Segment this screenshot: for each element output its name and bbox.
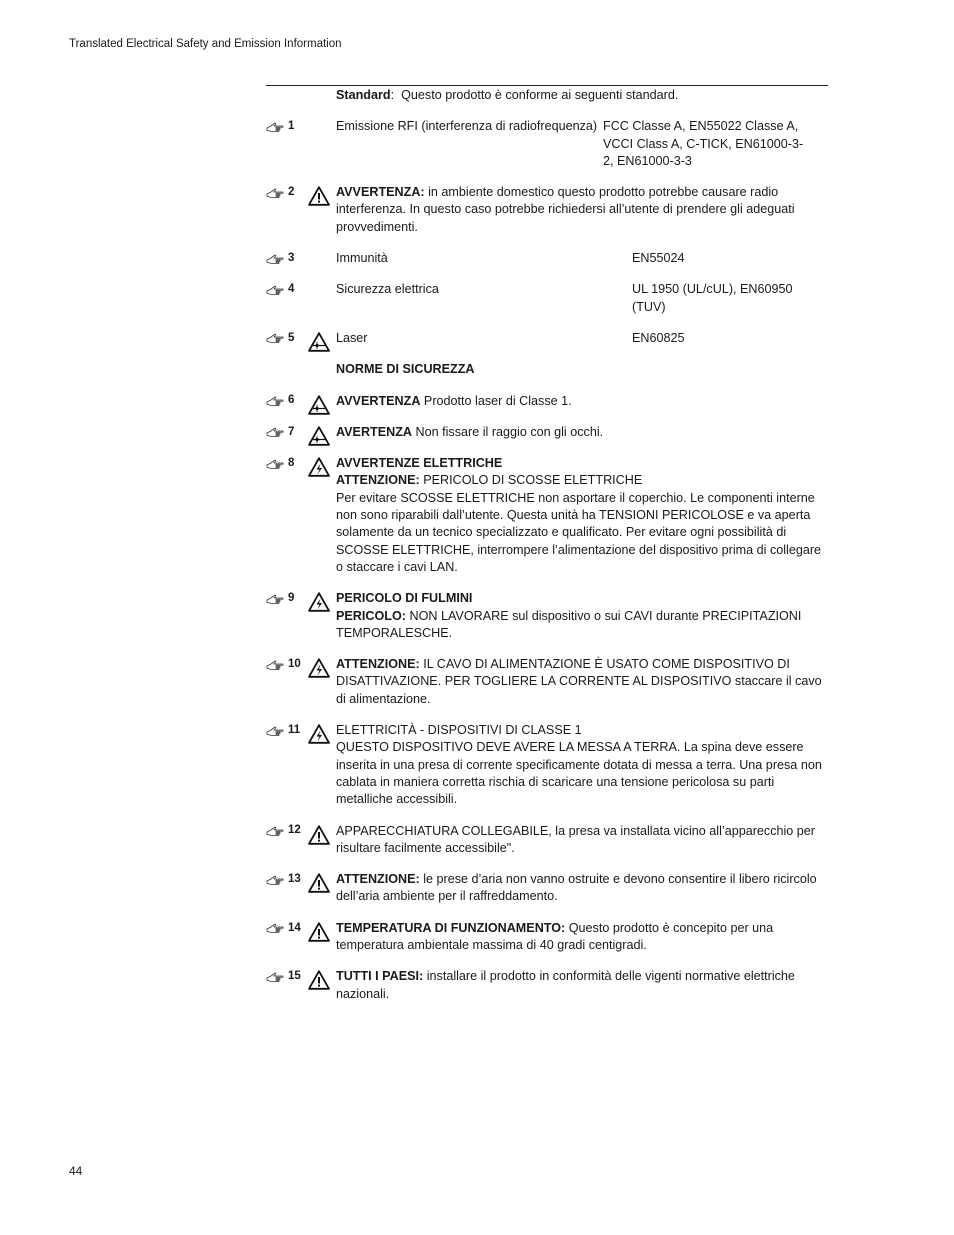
standard-value: EN60825 <box>632 330 685 345</box>
electric-shock-warning-icon <box>308 592 330 612</box>
list-item-4: 4 Sicurezza elettrica UL 1950 (UL/cUL), EN60950 (TUV) <box>266 281 828 316</box>
list-item-13: 13 ATTENZIONE: le prese d’aria non vanno ostruite e devono consentire il libero ricircolo dell’aria ambiente per il raffreddamento. <box>266 871 828 906</box>
laser-warning-icon <box>308 395 330 415</box>
standard-value: FCC Classe A, EN55022 Classe A, VCCI Class A, C-TICK, EN61000-3- 2, EN61000-3-3 <box>603 119 804 168</box>
pointing-hand-icon <box>266 333 285 343</box>
list-item-9: 9 PERICOLO DI FULMINI PERICOLO: NON LAVORARE sul dispositivo o sui CAVI durante PRECIPITAZIONI TEMPORALESCHE. <box>266 590 828 642</box>
list-item-14: 14 TEMPERATURA DI FUNZIONAMENTO: Questo prodotto è concepito per una temperatura ambientale massima di 40 gradi centigradi. <box>266 920 828 955</box>
warning-triangle-icon <box>308 970 330 990</box>
warning-triangle-icon <box>308 186 330 206</box>
list-item-2: 2 AVVERTENZA: in ambiente domestico questo prodotto potrebbe causare radio interferenza. In questo caso potrebbe richiedersi all’utente di prendere gli adeguati provvedimenti. <box>266 184 828 236</box>
standard-value: UL 1950 (UL/cUL), EN60950 (TUV) <box>632 282 793 314</box>
list-item-1: 1 Emissione RFI (interferenza di radiofrequenza) FCC Classe A, EN55022 Classe A, VCCI Class A, C-TICK, EN61000-3- 2, EN61000-3-3 <box>266 118 828 170</box>
standard-name: Sicurezza elettrica <box>336 282 439 297</box>
pointing-hand-icon <box>266 188 285 198</box>
pointing-hand-icon <box>266 122 285 132</box>
list-item-5: 5 Laser EN60825 <box>266 330 828 347</box>
pointing-hand-icon <box>266 427 285 437</box>
pointing-hand-icon <box>266 459 285 469</box>
standards-intro: Standard: Questo prodotto è conforme ai seguenti standard. <box>336 88 679 102</box>
standard-name: Emissione RFI (interferenza di radiofrequenza) <box>336 119 598 134</box>
pointing-hand-icon <box>266 923 285 933</box>
standards-intro-text: Questo prodotto è conforme ai seguenti standard. <box>401 88 679 102</box>
list-item-12: 12 APPARECCHIATURA COLLEGABILE, la presa va installata vicino all’apparecchio per risultare facilmente accessibile". <box>266 823 828 858</box>
document-body <box>266 87 828 1003</box>
top-rule <box>266 85 828 86</box>
page-number: 44 <box>69 1164 83 1178</box>
list-item-11: 11 ELETTRICITÀ - DISPOSITIVI DI CLASSE 1 QUESTO DISPOSITIVO DEVE AVERE LA MESSA A TERRA. La spina deve essere inserita in una presa di corrente specificamente dotata di messa a terra. Una presa non cablata in maniera corretta rischia di scaricare una tensione pericolosa su parti metalliche accessibili. <box>266 722 828 808</box>
pointing-hand-icon <box>266 285 285 295</box>
pointing-hand-icon <box>266 594 285 604</box>
pointing-hand-icon <box>266 254 285 264</box>
warning-triangle-icon <box>308 873 330 893</box>
pointing-hand-icon <box>266 396 285 406</box>
pointing-hand-icon <box>266 660 285 670</box>
electric-shock-warning-icon <box>308 724 330 744</box>
warning-triangle-icon <box>308 825 330 845</box>
pointing-hand-icon <box>266 972 285 982</box>
list-item-7: 7 AVERTENZA Non fissare il raggio con gli occhi. <box>266 424 828 441</box>
list-item-6: 6 AVVERTENZA Prodotto laser di Classe 1. <box>266 393 828 410</box>
running-header: Translated Electrical Safety and Emission Information <box>69 38 342 50</box>
pointing-hand-icon <box>266 826 285 836</box>
list-item-8: 8 AVVERTENZE ELETTRICHE ATTENZIONE: PERICOLO DI SCOSSE ELETTRICHE Per evitare SCOSSE ELETTRICHE non asportare il coperchio. Le componenti interne non sono riparabili dall’utente. Questa unità ha TENSIONI PERICOLOSE e va aperta solamente da un tecnico specializzato e qualificato. Per evitare ogni possibilità di SCOSSE ELETTRICHE, interrompere l’alimentazione del dispositivo prima di collegare o staccare i cavi LAN. <box>266 455 828 576</box>
standard-name: Laser <box>336 330 368 345</box>
safety-heading: NORME DI SICUREZZA <box>336 362 475 377</box>
standards-label: Standard <box>336 88 391 102</box>
laser-warning-icon <box>308 332 330 352</box>
laser-warning-icon <box>308 426 330 446</box>
warning-triangle-icon <box>308 922 330 942</box>
electric-shock-warning-icon <box>308 658 330 678</box>
list-item-10: 10 ATTENZIONE: IL CAVO DI ALIMENTAZIONE È USATO COME DISPOSITIVO DI DISATTIVAZIONE. PER TOGLIERE LA CORRENTE AL DISPOSITIVO staccare il cavo di alimentazione. <box>266 656 828 708</box>
list-item-15: 15 TUTTI I PAESI: installare il prodotto in conformità delle vigenti normative elettriche nazionali. <box>266 968 828 1003</box>
pointing-hand-icon <box>266 726 285 736</box>
standard-name: Immunità <box>336 251 388 266</box>
standard-value: EN55024 <box>632 251 685 266</box>
pointing-hand-icon <box>266 875 285 885</box>
electric-shock-warning-icon <box>308 457 330 477</box>
list-item-3: 3 Immunità EN55024 <box>266 250 828 267</box>
